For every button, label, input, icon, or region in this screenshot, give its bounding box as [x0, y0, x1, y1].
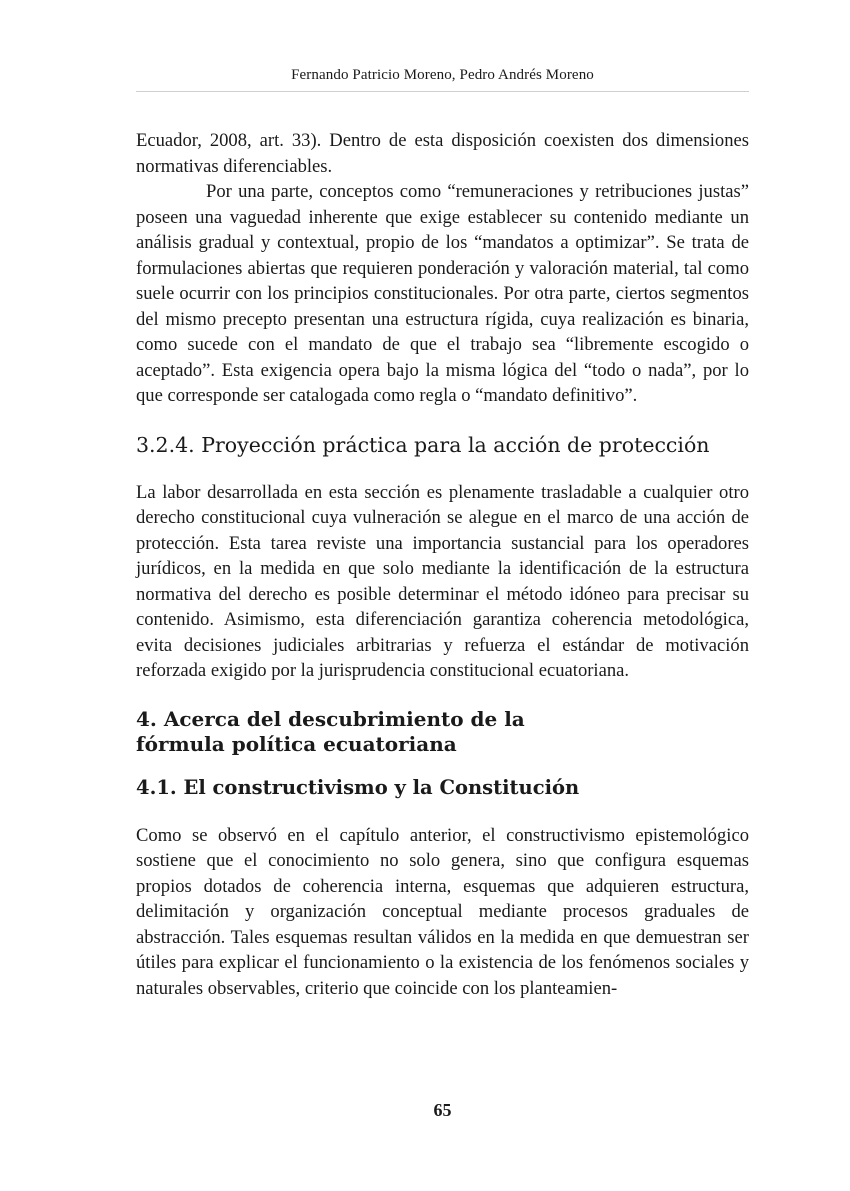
body-text	[136, 128, 749, 1001]
paragraph-constructivism: Como se observó en el capítulo anterior, el constructivismo epistemológico sostiene que el conocimiento no solo genera, sino que configura esquemas propios dotados de coherencia interna, esquemas que adquieren estructura, delimitación y organización conceptual mediante procesos graduales de abstracción. Tales esquemas resultan válidos en la medida en que demuestran ser útiles para explicar el funcionamiento o la existencia de los fenómenos sociales y naturales observables, criterio que coincide con los planteamien-	[136, 824, 749, 999]
paragraph-continuation: Ecuador, 2008, art. 33). Dentro de esta disposición coexisten dos dimensiones normativas diferenciables.	[136, 130, 749, 177]
document-page	[136, 0, 749, 1191]
paragraph-norm-dimensions: Por una parte, conceptos como “remuneraciones y retribuciones justas” poseen una vaguedad inherente que exige establecer su contenido mediante un análisis gradual y contextual, propio de los “mandatos a optimizar”. Se trata de formulaciones abiertas que requieren ponderación y valoración material, tal como suele ocurrir con los principios constitucionales. Por otra parte, ciertos segmentos del mismo precepto presentan una estructura rígida, cuya realización es binaria, como sucede con el mandato de que el trabajo sea “libremente escogido o aceptado”. Esta exigencia opera bajo la misma lógica del “todo o nada”, por lo que corresponde ser catalogada como regla o “mandato definitivo”.	[136, 181, 749, 406]
section-heading-4: 4. Acerca del descubrimiento de la fórmula política ecuatoriana	[136, 706, 525, 756]
paragraph-practical-projection: La labor desarrollada en esta sección es plenamente trasladable a cualquier otro derecho constitucional cuya vulneración se alegue en el marco de una acción de protección. Esta tarea reviste una importancia sustancial para los operadores jurídicos, en la medida en que solo mediante la identificación de la estructura normativa del derecho es posible determinar el método idóneo para precisar su contenido. Asimismo, esta diferenciación garantiza coherencia metodológica, evita decisiones judiciales arbitrarias y refuerza el estándar de motivación reforzada exigido por la jurisprudencia constitucional ecuatoriana.	[136, 481, 749, 681]
running-header: Fernando Patricio Moreno, Pedro Andrés Moreno	[291, 67, 594, 83]
subsection-heading-4-1: 4.1. El constructivismo y la Constitución	[136, 775, 580, 799]
page-number: 65	[433, 1100, 452, 1120]
subsection-heading-3-2-4: 3.2.4. Proyección práctica para la acción de protección	[136, 432, 710, 457]
header-divider	[136, 91, 749, 92]
